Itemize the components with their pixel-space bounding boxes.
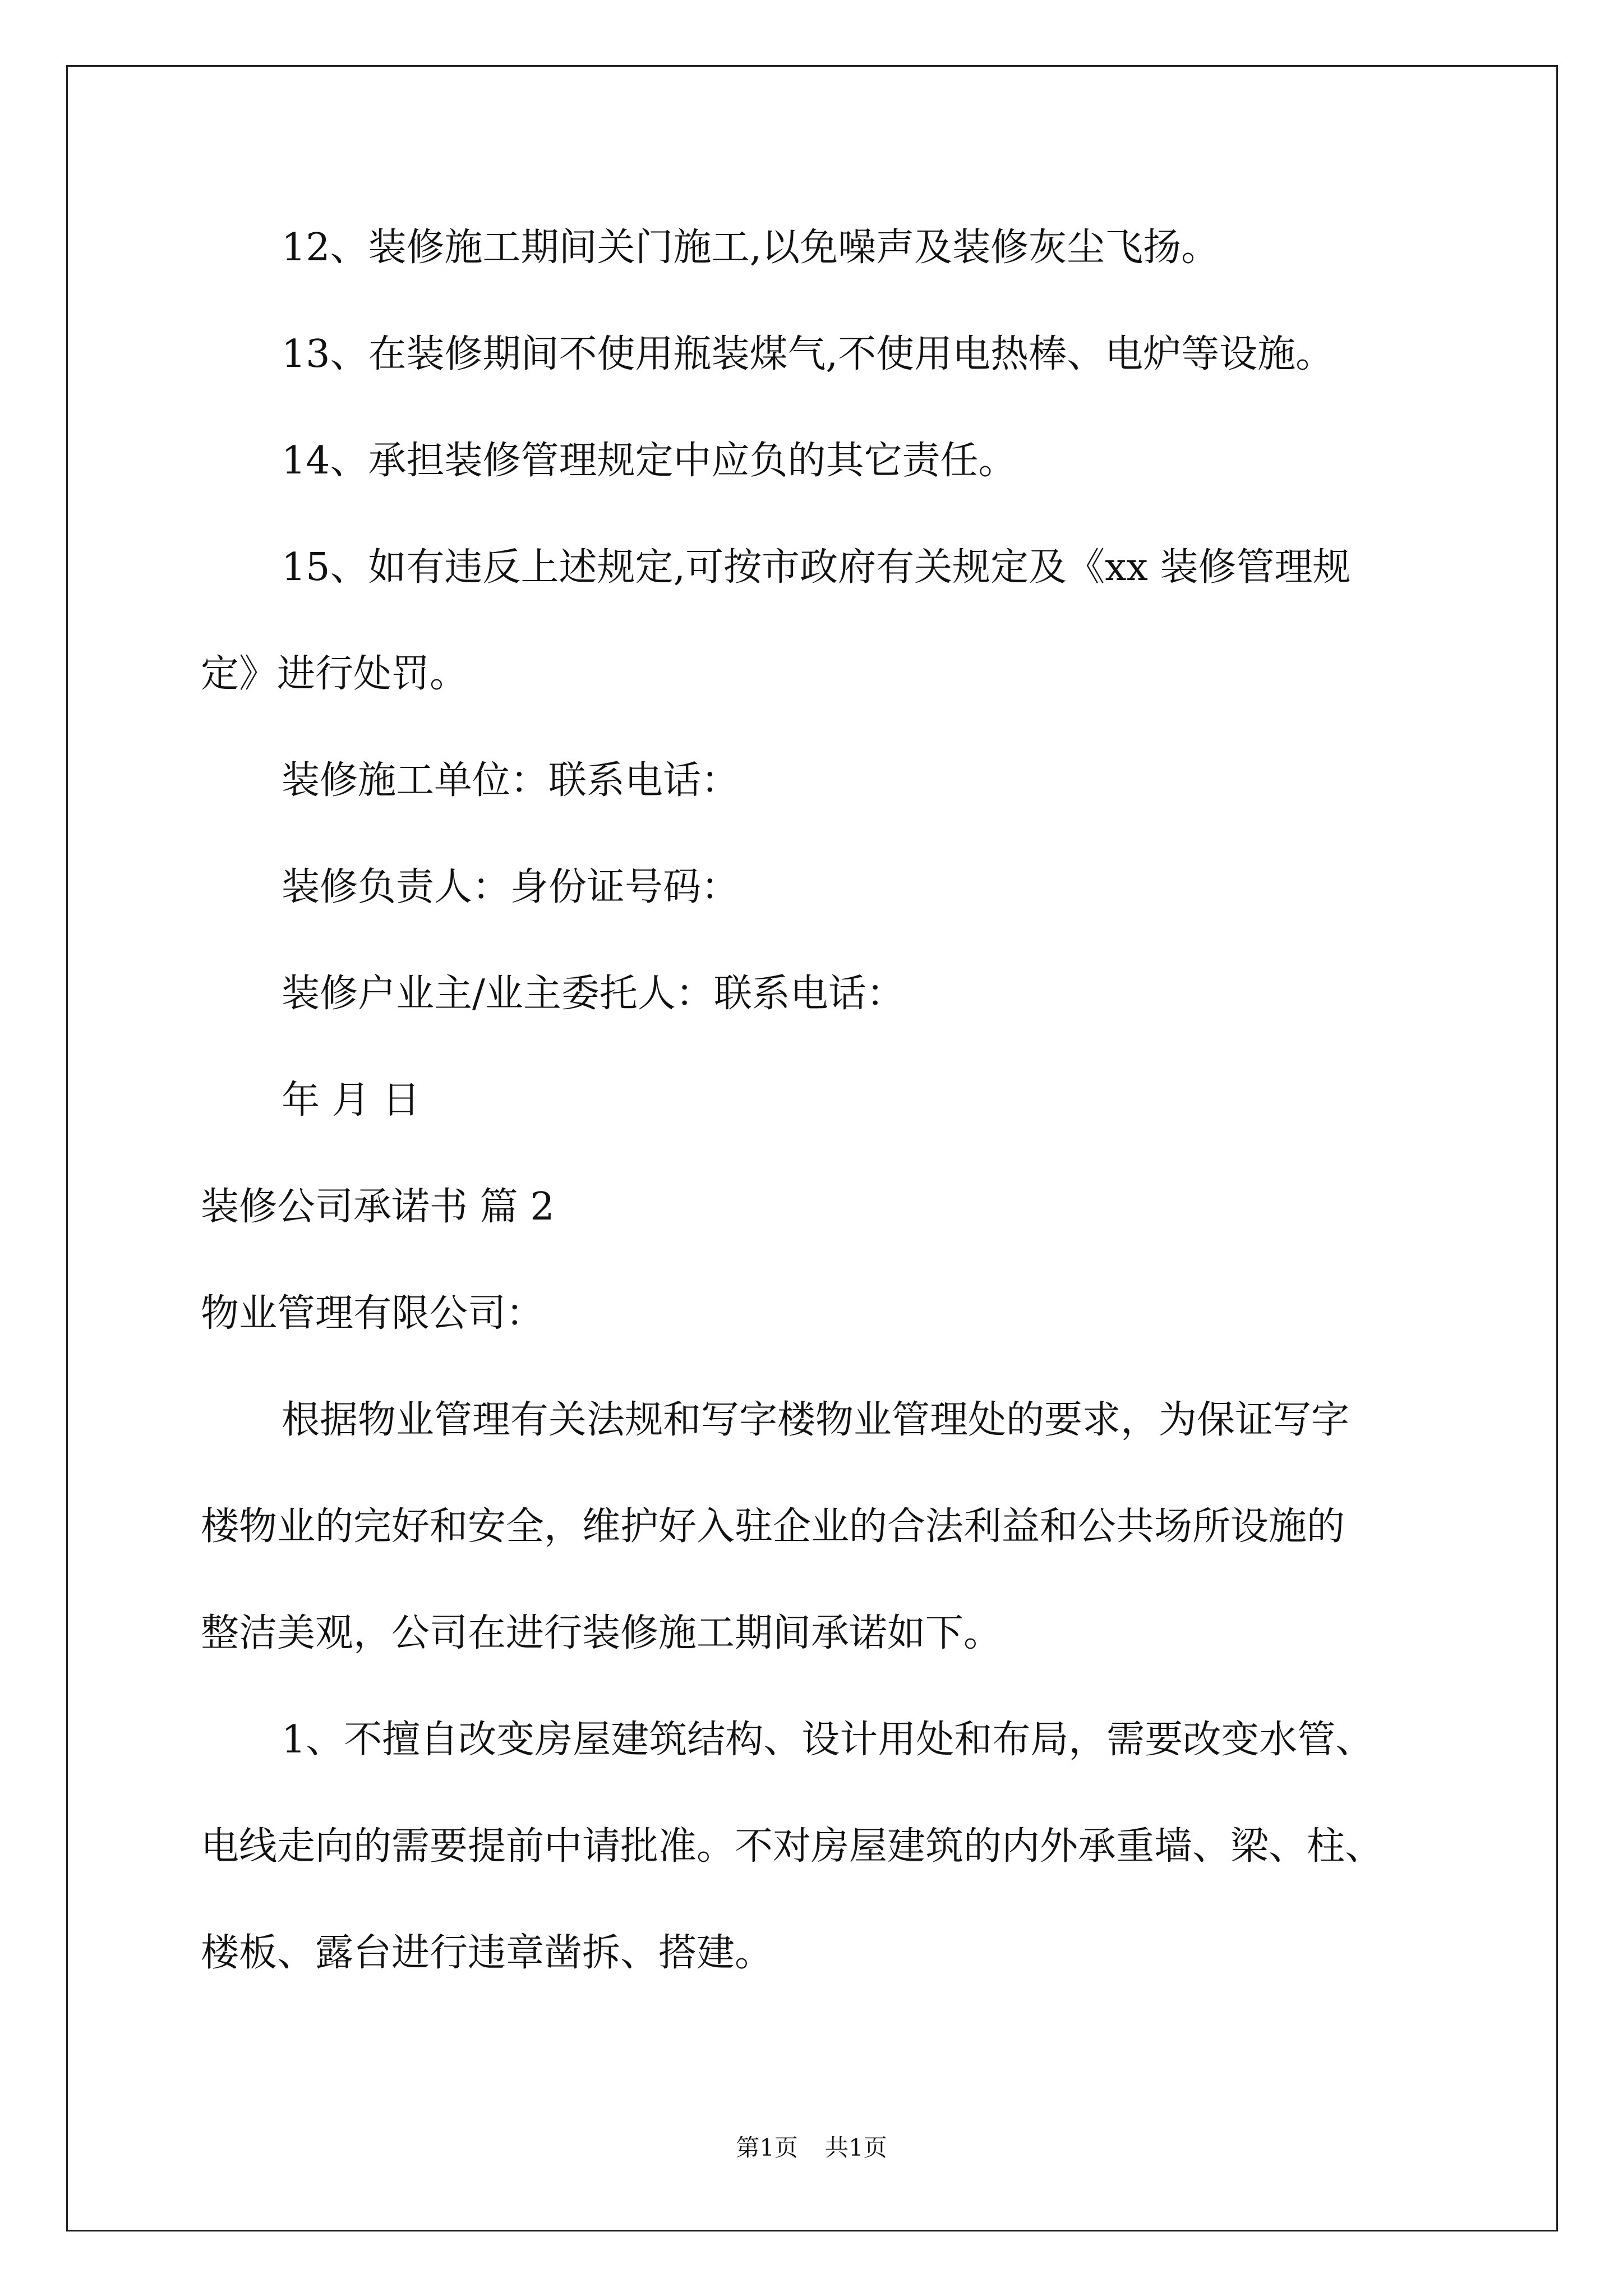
signature-owner-line: 装修户业主/业主委托人：联系电话： (282, 972, 905, 1016)
intro-paragraph-line2: 楼物业的完好和安全，维护好入驻企业的合法利益和公共场所设施的 (201, 1504, 1345, 1549)
signature-contractor-line: 装修施工单位：联系电话： (282, 758, 740, 803)
paragraph-item-13: 13、在装修期间不使用瓶装煤气,不使用电热棒、电炉等设施。 (282, 332, 1334, 376)
paragraph-item-15-line1: 15、如有违反上述规定,可按市政府有关规定及《xx 装修管理规 (282, 545, 1351, 590)
page-number-total: 共1页 (825, 2134, 887, 2161)
intro-paragraph-line3: 整洁美观，公司在进行装修施工期间承诺如下。 (201, 1611, 1002, 1655)
date-line: 年 月 日 (282, 1078, 421, 1122)
clause-1-line2: 电线走向的需要提前中请批准。不对房屋建筑的内外承重墙、梁、柱、 (201, 1824, 1384, 1869)
page-number-current: 第1页 (736, 2134, 798, 2161)
recipient-line: 物业管理有限公司： (201, 1291, 545, 1336)
section-heading: 装修公司承诺书 篇 2 (201, 1185, 555, 1229)
paragraph-item-14: 14、承担装修管理规定中应负的其它责任。 (282, 439, 1017, 483)
signature-manager-line: 装修负责人：身份证号码： (282, 865, 740, 909)
paragraph-item-12: 12、装修施工期间关门施工,以免噪声及装修灰尘飞扬。 (282, 226, 1220, 270)
page-footer (0, 2134, 1623, 2162)
clause-1-line3: 楼板、露台进行违章凿拆、搭建。 (201, 1931, 773, 1975)
page-border (66, 65, 1558, 2231)
intro-paragraph-line1: 根据物业管理有关法规和写字楼物业管理处的要求，为保证写字 (282, 1398, 1350, 1442)
paragraph-item-15-line2: 定》进行处罚。 (201, 652, 468, 696)
clause-1-line1: 1、不擅自改变房屋建筑结构、设计用处和布局，需要改变水管、 (282, 1718, 1374, 1762)
